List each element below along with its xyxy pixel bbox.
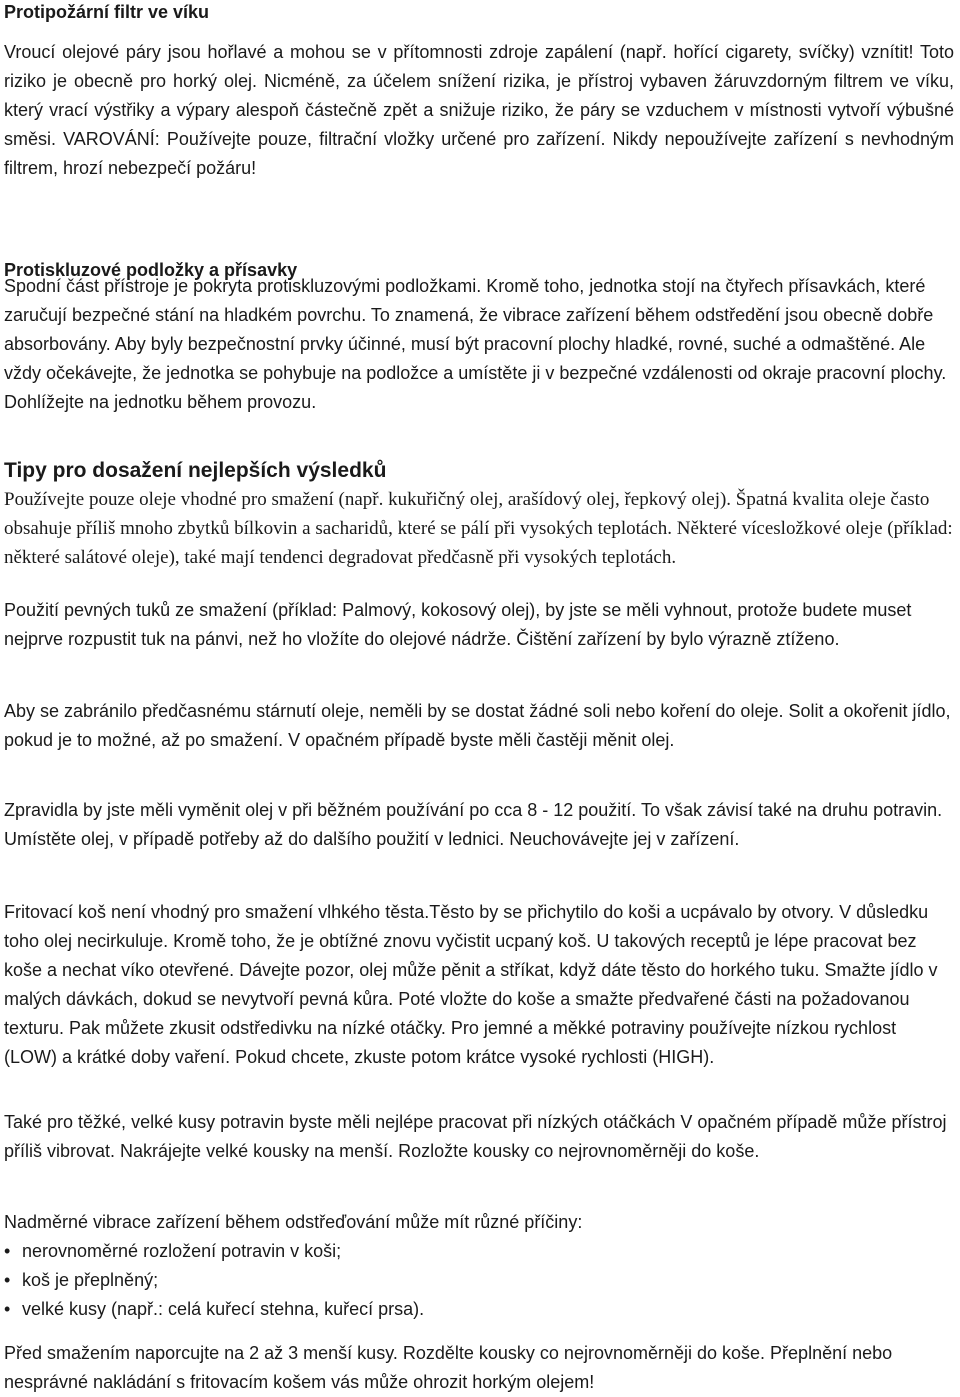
paragraph-oil-change: Zpravidla by jste měli vyměnit olej v při běžném používání po cca 8 - 12 použití. To však závisí také na druhu potravin. Umístěte olej, v případě potřeby až do dalšího použití v lednici. Neuchovávejte jej v zařízení. — [4, 800, 943, 849]
paragraph-oils: Používejte pouze oleje vhodné pro smažení (např. kukuřičný olej, arašídový olej, řepkový olej). Špatná kvalita oleje často obsahuje příliš mnoho zbytků bílkovin a sacharidů, které se pálí při vysokých teplotách. Některé vícesložkové oleje (příklad: některé salátové oleje), také mají tendenci degradovat předčasně při vysokých teplotách. — [4, 489, 953, 568]
paragraph-solid-fats: Použití pevných tuků ze smažení (příklad: Palmový, kokosový olej), by jste se měli vyhnout, protože budete muset nejprve rozpustit tuk na pánvi, než ho vložíte do olejové nádrže. Čištění zařízení by bylo výrazně ztíženo. — [4, 600, 912, 649]
list-item: • koš je přeplněný; — [4, 1266, 954, 1295]
paragraph-fire-filter: Vroucí olejové páry jsou hořlavé a mohou se v přítomnosti zdroje zapálení (např. hořící cigarety, svíčky) vznítit! Toto riziko je obecně pro horký olej. Nicméně, za účelem snížení rizika, je přístroj vybaven žáruvzdorným filtrem ve víku, který vrací výstřiky a výpary alespoň částečně zpět a snižuje riziko, že páry se vzduchem v místnosti vytvoří výbušné směsi. VAROVÁNÍ: Používejte pouze, filtrační vložky určené pro zařízení. Nikdy nepoužívejte zařízení s nevhodným filtrem, hrozí nebezpečí požáru! — [4, 42, 954, 178]
vibration-causes-list — [4, 1237, 954, 1324]
paragraph-antislip: Spodní část přístroje je pokryta protiskluzovými podložkami. Kromě toho, jednotka stojí na čtyřech přísavkách, které zaručují bezpečné stání na hladkém povrchu. To znamená, že vibrace zařízení během odstředění jsou obecně dobře absorbovány. Aby byly bezpečnostní prvky účinné, musí být pracovní plochy hladké, rovné, suché a odmaštěné. Ale vždy očekávejte, že jednotka se pohybuje na podložce a umístěte ji v bezpečné vzdálenosti od okraje pracovní plochy. Dohlížejte na jednotku během provozu. — [4, 276, 947, 412]
heading-tips: Tipy pro dosažení nejlepších výsledků — [4, 459, 387, 482]
paragraph-heavy-food: Také pro těžké, velké kusy potravin byste měli nejlépe pracovat při nízkých otáčkách V opačném případě může přístroj příliš vibrovat. Nakrájejte velké kousky na menší. Rozložte kousky co nejrovnoměrněji do koše. — [4, 1112, 947, 1161]
heading-fire-filter: Protipožární filtr ve víku — [4, 2, 210, 22]
paragraph-portioning: Před smažením naporcujte na 2 až 3 menší kusy. Rozdělte kousky co nejrovnoměrněji do koše. Přeplnění nebo nesprávné nakládání s fritovacím košem vás může ohrozit horkým olejem! — [4, 1343, 893, 1392]
list-item: • velké kusy (např.: celá kuřecí stehna, kuřecí prsa). — [4, 1295, 954, 1324]
list-item: • nerovnoměrné rozložení potravin v koši; — [4, 1237, 954, 1266]
paragraph-basket: Fritovací koš není vhodný pro smažení vlhkého těsta.Těsto by se přichytilo do koši a ucpávalo by otvory. V důsledku toho olej necirkuluje. Kromě toho, že je obtížné znovu vyčistit ucpaný koš. U takových receptů je lépe pracovat bez koše a nechat víko otevřené. Dávejte pozor, olej může pěnit a stříkat, když dáte těsto do horkého tuku. Smažte jídlo v malých dávkách, dokud se nevytvoří pevná kůra. Poté vložte do koše a smažte předvařené části na požadovanou texturu. Pak můžete zkusit odstředivku na nízké otáčky. Pro jemné a měkké potraviny používejte nízkou rychlost (LOW) a krátké doby vaření. Pokud chcete, zkuste potom krátce vysoké rychlosti (HIGH). — [4, 902, 938, 1067]
heading-antislip: Protiskluzové podložky a přísavky — [4, 260, 298, 280]
paragraph-vibration: Nadměrné vibrace zařízení během odstřeďování může mít různé příčiny: — [4, 1212, 583, 1232]
paragraph-salt: Aby se zabránilo předčasnému stárnutí oleje, neměli by se dostat žádné soli nebo koření do oleje. Solit a okořenit jídlo, pokud je to možné, až po smažení. V opačném případě byste měli častěji měnit olej. — [4, 701, 951, 750]
